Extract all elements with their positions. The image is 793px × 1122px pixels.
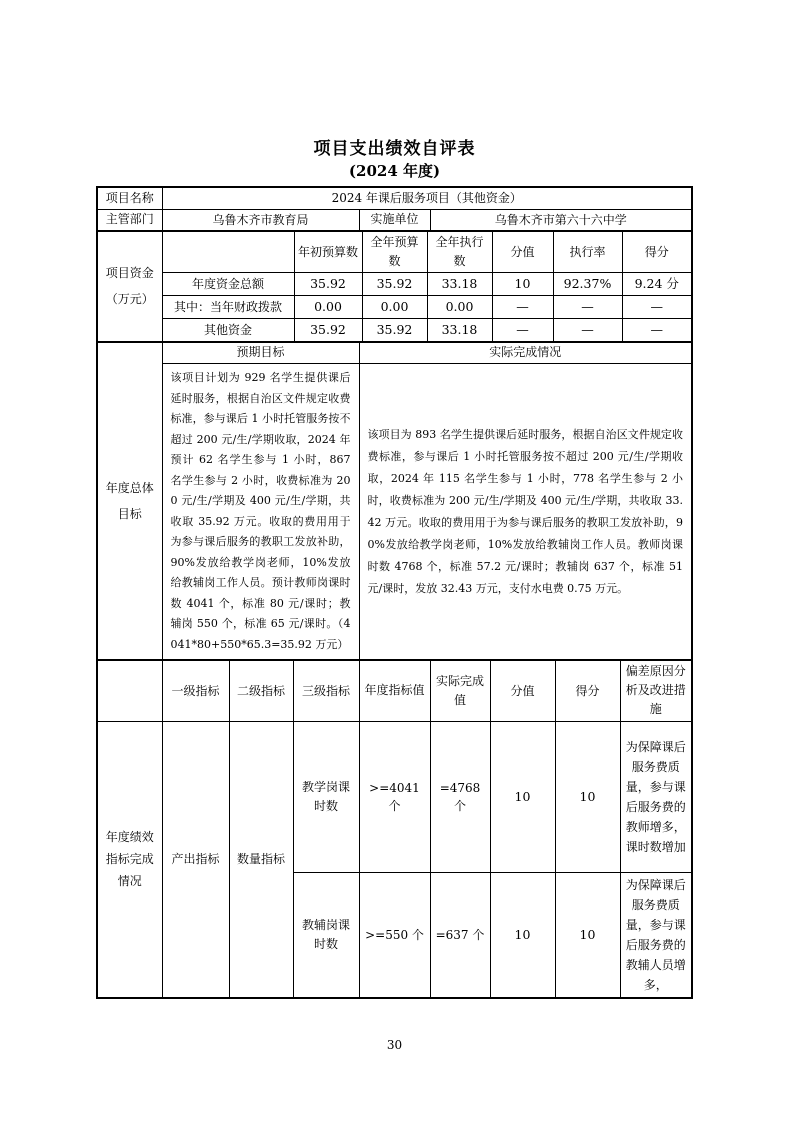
funds-value: 0.00 [294, 296, 362, 319]
funds-col-execution-rate: 执行率 [553, 231, 622, 273]
funds-value: — [553, 319, 622, 342]
funds-value: 35.92 [362, 273, 427, 296]
funds-value: 35.92 [294, 273, 362, 296]
self-evaluation-table [96, 186, 695, 999]
funds-value: 35.92 [294, 319, 362, 342]
annual-goal-table [96, 341, 693, 662]
indicator-actual-value: =637 个 [430, 872, 490, 998]
funds-value: 9.24 分 [622, 273, 692, 296]
funds-blank-cell [162, 231, 294, 273]
funds-col-score: 得分 [622, 231, 692, 273]
funds-value: 33.18 [427, 319, 492, 342]
indicators-table [96, 659, 693, 999]
indicator-score: 10 [555, 872, 620, 998]
funds-row-label: 其中：当年财政拨款 [162, 296, 294, 319]
indicators-col-target: 年度指标值 [359, 660, 430, 721]
indicators-col-actual: 实际完成值 [430, 660, 490, 721]
funds-section-label: 项目资金（万元） [97, 231, 162, 342]
project-header-table [96, 186, 693, 232]
funds-row-total [97, 273, 692, 296]
indicator-actual-value: =4768 个 [430, 721, 490, 872]
funds-value: 0.00 [427, 296, 492, 319]
funds-value: — [492, 296, 553, 319]
indicators-col-level1: 一级指标 [162, 660, 229, 721]
funds-row-label: 年度资金总额 [162, 273, 294, 296]
funds-col-points: 分值 [492, 231, 553, 273]
indicator-score: 10 [555, 721, 620, 872]
project-name-label: 项目名称 [97, 187, 162, 209]
dept-value: 乌鲁木齐市教育局 [162, 209, 359, 231]
indicator-target-value: >=4041 个 [359, 721, 430, 872]
page-subtitle: (2024 年度) [348, 162, 441, 180]
funds-value: 10 [492, 273, 553, 296]
funds-value: — [622, 296, 692, 319]
funds-value: 33.18 [427, 273, 492, 296]
funds-value: — [622, 319, 692, 342]
funds-row-other [97, 319, 692, 342]
page-number: 30 [386, 1038, 403, 1052]
goal-section-label: 年度总体目标 [97, 342, 162, 661]
goal-expected-text: 该项目计划为 929 名学生提供课后延时服务，根据自治区文件规定收费标准，参与课后 1 小时托管服务按不超过 200 元/生/学期收取，2024 年预计 62 名学生参与 1 小时，867 名学生参与 2 小时，收费标准为 200 元/生/学期及 400 元/生/学期，共收取 35.92 万元。收取的费用用于为参与课后服务的教职工发放补助，90%发放给教学岗老师，10%发放给教辅岗工作人员。预计教师岗课时数 4041 个，标准 80 元/课时；教辅岗 550 个，标准 65 元/课时。（4041*80+550*65.3=35.92 万元） [162, 364, 359, 661]
indicators-col-score: 得分 [555, 660, 620, 721]
indicator-level1-value: 产出指标 [162, 721, 229, 998]
indicator-deviation-text: 为保障课后服务费质量，参与课后服务费的教师增多，课时数增加 [620, 721, 692, 872]
funds-table [96, 230, 693, 343]
unit-label: 实施单位 [359, 209, 430, 231]
indicators-section-label: 年度绩效指标完成情况 [97, 721, 162, 998]
indicators-col-level2: 二级指标 [229, 660, 293, 721]
indicators-col-points: 分值 [490, 660, 555, 721]
indicator-level2-value: 数量指标 [229, 721, 293, 998]
funds-col-year-executed: 全年执行数 [427, 231, 492, 273]
dept-label: 主管部门 [97, 209, 162, 231]
indicators-col-deviation: 偏差原因分析及改进措施 [620, 660, 692, 721]
goal-actual-header: 实际完成情况 [359, 342, 692, 364]
goal-actual-text: 该项目为 893 名学生提供课后延时服务，根据自治区文件规定收费标准，参与课后 1 小时托管服务按不超过 200 元/生/学期收取，2024 年 115 名学生参与 1 小时，778 名学生参与 2 小时，收费标准为 200 元/生/学期及 400 元/生/学期，共收取 33.42 万元。收取的费用用于为参与课后服务的教职工发放补助，90%发放给教学岗老师，10%发放给教辅岗工作人员。教师岗课时数 4768 个，标准 57.2 元/课时；教辅岗 637 个，标准 51 元/课时，发放 32.43 万元，支付水电费 0.75 万元。 [359, 364, 692, 661]
funds-value: — [492, 319, 553, 342]
indicator-points: 10 [490, 872, 555, 998]
indicator-points: 10 [490, 721, 555, 872]
indicator-target-value: >=550 个 [359, 872, 430, 998]
indicator-name: 教学岗课时数 [293, 721, 359, 872]
indicator-row-teaching [97, 721, 692, 872]
funds-value: — [553, 296, 622, 319]
indicator-deviation-text: 为保障课后服务费质量，参与课后服务费的教辅人员增多， [620, 872, 692, 998]
funds-row-label: 其他资金 [162, 319, 294, 342]
funds-col-initial-budget: 年初预算数 [294, 231, 362, 273]
indicator-name: 教辅岗课时数 [293, 872, 359, 998]
project-name-value: 2024 年课后服务项目（其他资金） [162, 187, 692, 209]
funds-value: 35.92 [362, 319, 427, 342]
indicators-blank-cell [97, 660, 162, 721]
goal-expected-header: 预期目标 [162, 342, 359, 364]
funds-row-fiscal [97, 296, 692, 319]
funds-value: 0.00 [362, 296, 427, 319]
unit-value: 乌鲁木齐市第六十六中学 [430, 209, 692, 231]
funds-value: 92.37% [553, 273, 622, 296]
indicators-col-level3: 三级指标 [293, 660, 359, 721]
funds-col-year-budget: 全年预算数 [362, 231, 427, 273]
page-title: 项目支出绩效自评表 [313, 139, 476, 159]
